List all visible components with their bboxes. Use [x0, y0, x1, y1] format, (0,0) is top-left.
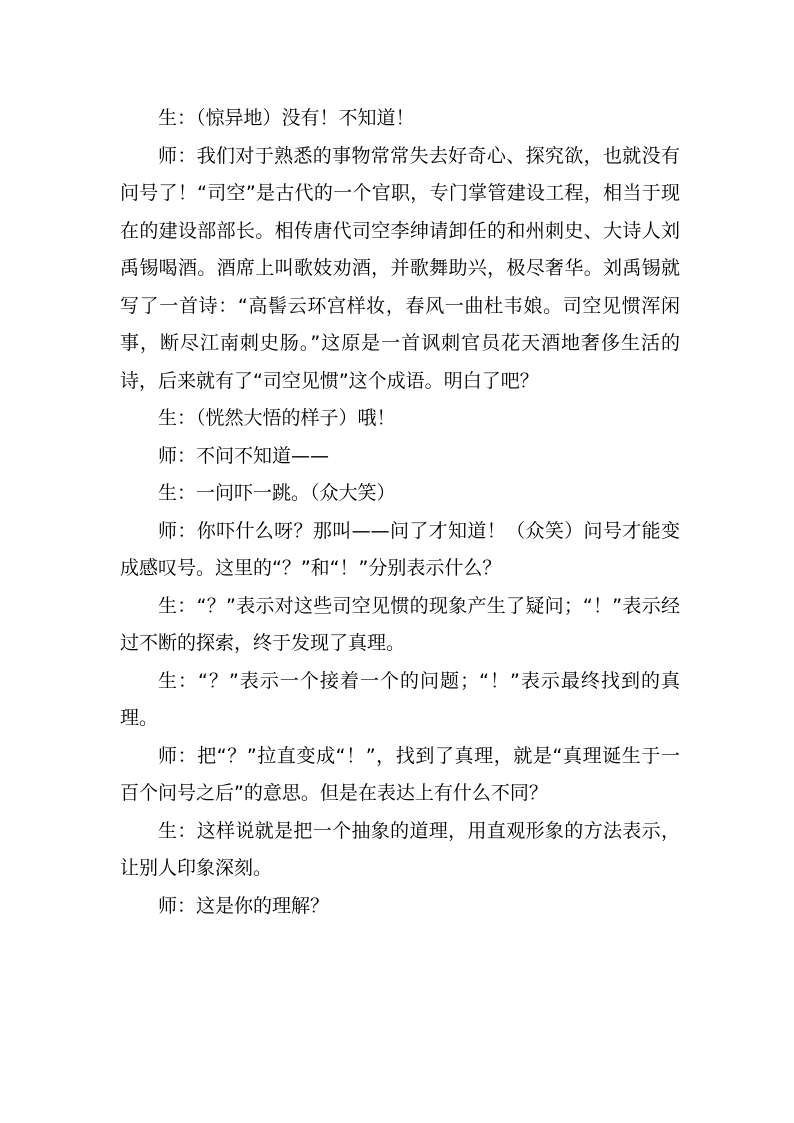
dialogue-paragraph: 生：（恍然大悟的样子）哦！: [158, 407, 396, 429]
dialogue-paragraph: 师：这是你的理解？: [158, 894, 330, 917]
dialogue-paragraph: 生：这样说就是把一个抽象的道理，用直观形象的方法表示，让别人印象深刻。: [120, 819, 680, 879]
dialogue-paragraph: 师：你吓什么呀？那叫——问了才知道！（众笑）问号才能变成感叹号。这里的“？”和“！”分别表示什么？: [120, 519, 680, 579]
dialogue-paragraph: 生：一问吓一跳。（众大笑）: [158, 482, 396, 504]
dialogue-paragraph: 师：我们对于熟悉的事物常常失去好奇心、探究欲，也就没有问号了！“司空”是古代的一个官职，专门掌管建设工程，相当于现在的建设部部长。相传唐代司空李绅请卸任的和州刺史、大诗人刘禹锡喝酒。酒席上叫歌妓劝酒，并歌舞助兴，极尽奢华。刘禹锡就写了一首诗：“高髻云环宫样妆，春风一曲杜韦娘。司空见惯浑闲事，断尽江南刺史肠。”这原是一首讽刺官员花天酒地奢侈生活的诗，后来就有了“司空见惯”这个成语。明白了吧？: [120, 144, 680, 392]
dialogue-paragraph: 生：（惊异地）没有！不知道！: [158, 107, 415, 129]
document-page: [120, 100, 680, 925]
dialogue-paragraph: 生：“？”表示对这些司空见惯的现象产生了疑问；“！”表示经过不断的探索，终于发现了真理。: [120, 594, 680, 654]
dialogue-paragraph: 生：“？”表示一个接着一个的问题；“！”表示最终找到的真理。: [120, 669, 680, 729]
dialogue-paragraph: 师：不问不知道——: [158, 444, 330, 467]
dialogue-paragraph: 师：把“？”拉直变成“！”，找到了真理，就是“真理诞生于一百个问号之后”的意思。但是在表达上有什么不同？: [120, 744, 680, 804]
